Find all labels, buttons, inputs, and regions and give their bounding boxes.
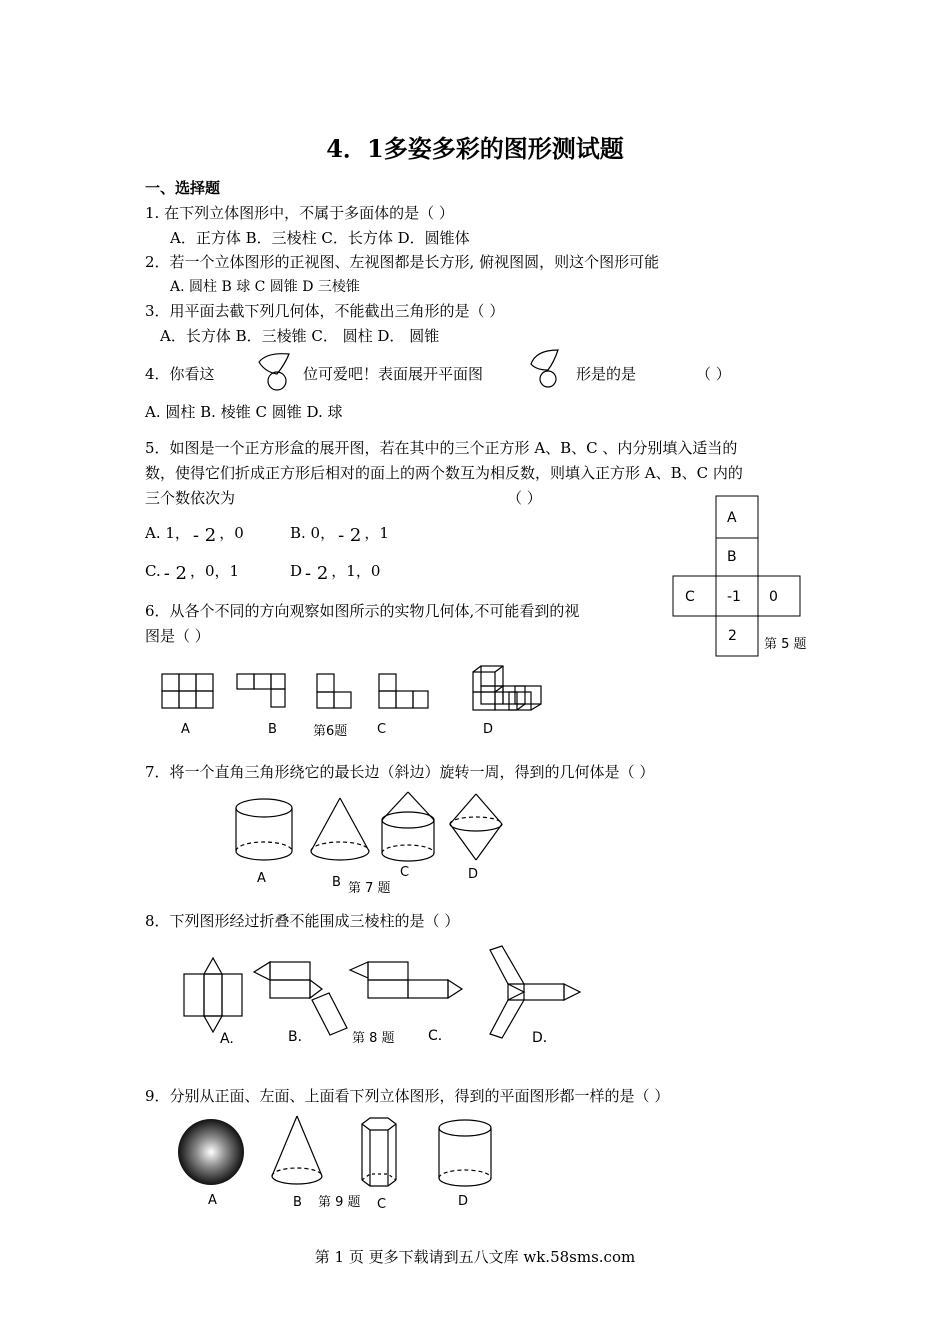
q7-label-c: C bbox=[400, 865, 410, 880]
q7-stem: 7．将一个直角三角形绕它的最长边（斜边）旋转一周，得到的几何体是（ ） bbox=[145, 763, 655, 781]
q5-answer-blank: （ ） bbox=[507, 489, 542, 507]
q5-line-1: 5．如图是一个正方形盒的展开图，若在其中的三个正方形 A、B、C 、内分别填入适当的 bbox=[145, 439, 738, 457]
q6-caption: 第6题 bbox=[313, 724, 348, 739]
q6-label-c: C bbox=[377, 722, 387, 737]
q3-stem: 3．用平面去截下列几何体，不能截出三角形的是（ ） bbox=[145, 302, 505, 320]
q5-option-d: D - 2 ，1，0 bbox=[290, 562, 381, 584]
net-cell-0: 0 bbox=[769, 589, 778, 605]
q9-label-a: A bbox=[208, 1193, 217, 1208]
q7-label-a: A bbox=[257, 871, 266, 886]
q9-caption: 第 9 题 bbox=[318, 1195, 361, 1210]
net-cell-b: B bbox=[727, 549, 737, 565]
q5-option-b: B. 0， - 2 ，1 bbox=[290, 524, 389, 546]
net-cell-neg1: -1 bbox=[727, 589, 741, 605]
q7-caption: 第 7 题 bbox=[348, 881, 391, 896]
q6-line-2: 图是（ ） bbox=[145, 627, 210, 645]
q8-stem: 8．下列图形经过折叠不能围成三棱柱的是（ ） bbox=[145, 912, 460, 930]
q4-answer-blank: （ ） bbox=[696, 365, 731, 383]
q6-label-a: A bbox=[181, 722, 190, 737]
q6-label-b: B bbox=[268, 722, 277, 737]
q7-solids-figure bbox=[228, 788, 508, 898]
q9-stem: 9．分别从正面、左面、上面看下列立体图形，得到的平面图形都一样的是（ ） bbox=[145, 1087, 670, 1105]
q7-label-b: B bbox=[332, 875, 341, 890]
net-caption: 第 5 题 bbox=[764, 637, 807, 652]
q5-line-2: 数，使得它们折成正方形后相对的面上的两个数互为相反数，则填入正方形 A、B、C 内的 bbox=[145, 464, 743, 482]
q2-stem: 2．若一个立体图形的正视图、左视图都是长方形, 俯视图圆，则这个图形可能 bbox=[145, 253, 660, 271]
q9-label-b: B bbox=[293, 1195, 302, 1210]
q1-options: A．正方体 B．三棱柱 C．长方体 D．圆锥体 bbox=[170, 229, 470, 247]
q5-option-a: A. 1， - 2 ，0 bbox=[145, 524, 244, 546]
q6-line-1: 6．从各个不同的方向观察如图所示的实物几何体,不可能看到的视 bbox=[145, 602, 580, 620]
q4-text-3: 形是的是 bbox=[576, 365, 637, 383]
q2-options: A. 圆柱 B 球 C 圆锥 D 三棱锥 bbox=[170, 279, 360, 295]
net-cell-c: C bbox=[685, 589, 695, 605]
cube-net-figure bbox=[668, 490, 816, 662]
q8-nets-figure bbox=[172, 940, 592, 1055]
q4-text-1: 4．你看这 bbox=[145, 365, 215, 383]
q8-label-b: B． bbox=[288, 1029, 312, 1045]
q8-caption: 第 8 题 bbox=[352, 1031, 395, 1046]
page-title: 4．1多姿多彩的图形测试题 bbox=[326, 134, 624, 163]
q4-options: A. 圆柱 B. 棱锥 C 圆锥 D. 球 bbox=[145, 403, 343, 421]
cone-figure-2 bbox=[528, 346, 566, 388]
cone-figure-1 bbox=[255, 350, 295, 392]
q6-label-d: D bbox=[483, 722, 494, 737]
section-heading: 一、选择题 bbox=[145, 179, 221, 197]
q4-text-2: 位可爱吧！表面展开平面图 bbox=[303, 365, 484, 383]
net-cell-2: 2 bbox=[728, 628, 737, 644]
sphere-shape bbox=[178, 1119, 244, 1185]
q5-line-3: 三个数依次为 bbox=[145, 489, 236, 507]
q8-label-d: D． bbox=[532, 1030, 557, 1046]
q9-solids-figure bbox=[172, 1112, 502, 1212]
q7-label-d: D bbox=[468, 867, 479, 882]
q8-label-a: A. bbox=[220, 1031, 234, 1047]
q9-label-d: D bbox=[458, 1194, 469, 1209]
net-cell-a: A bbox=[727, 510, 737, 526]
page-footer: 第 1 页 更多下载请到五八文库 wk.58sms.com bbox=[314, 1248, 636, 1266]
q5-option-c: C. - 2 ，0，1 bbox=[145, 562, 240, 584]
q8-label-c: C． bbox=[428, 1028, 452, 1044]
q6-views-figure bbox=[155, 660, 555, 742]
q9-label-c: C bbox=[377, 1197, 387, 1212]
q1-stem: 1. 在下列立体图形中，不属于多面体的是（ ） bbox=[145, 204, 454, 222]
q3-options: A．长方体 B．三棱锥 C． 圆柱 D． 圆锥 bbox=[160, 327, 440, 345]
